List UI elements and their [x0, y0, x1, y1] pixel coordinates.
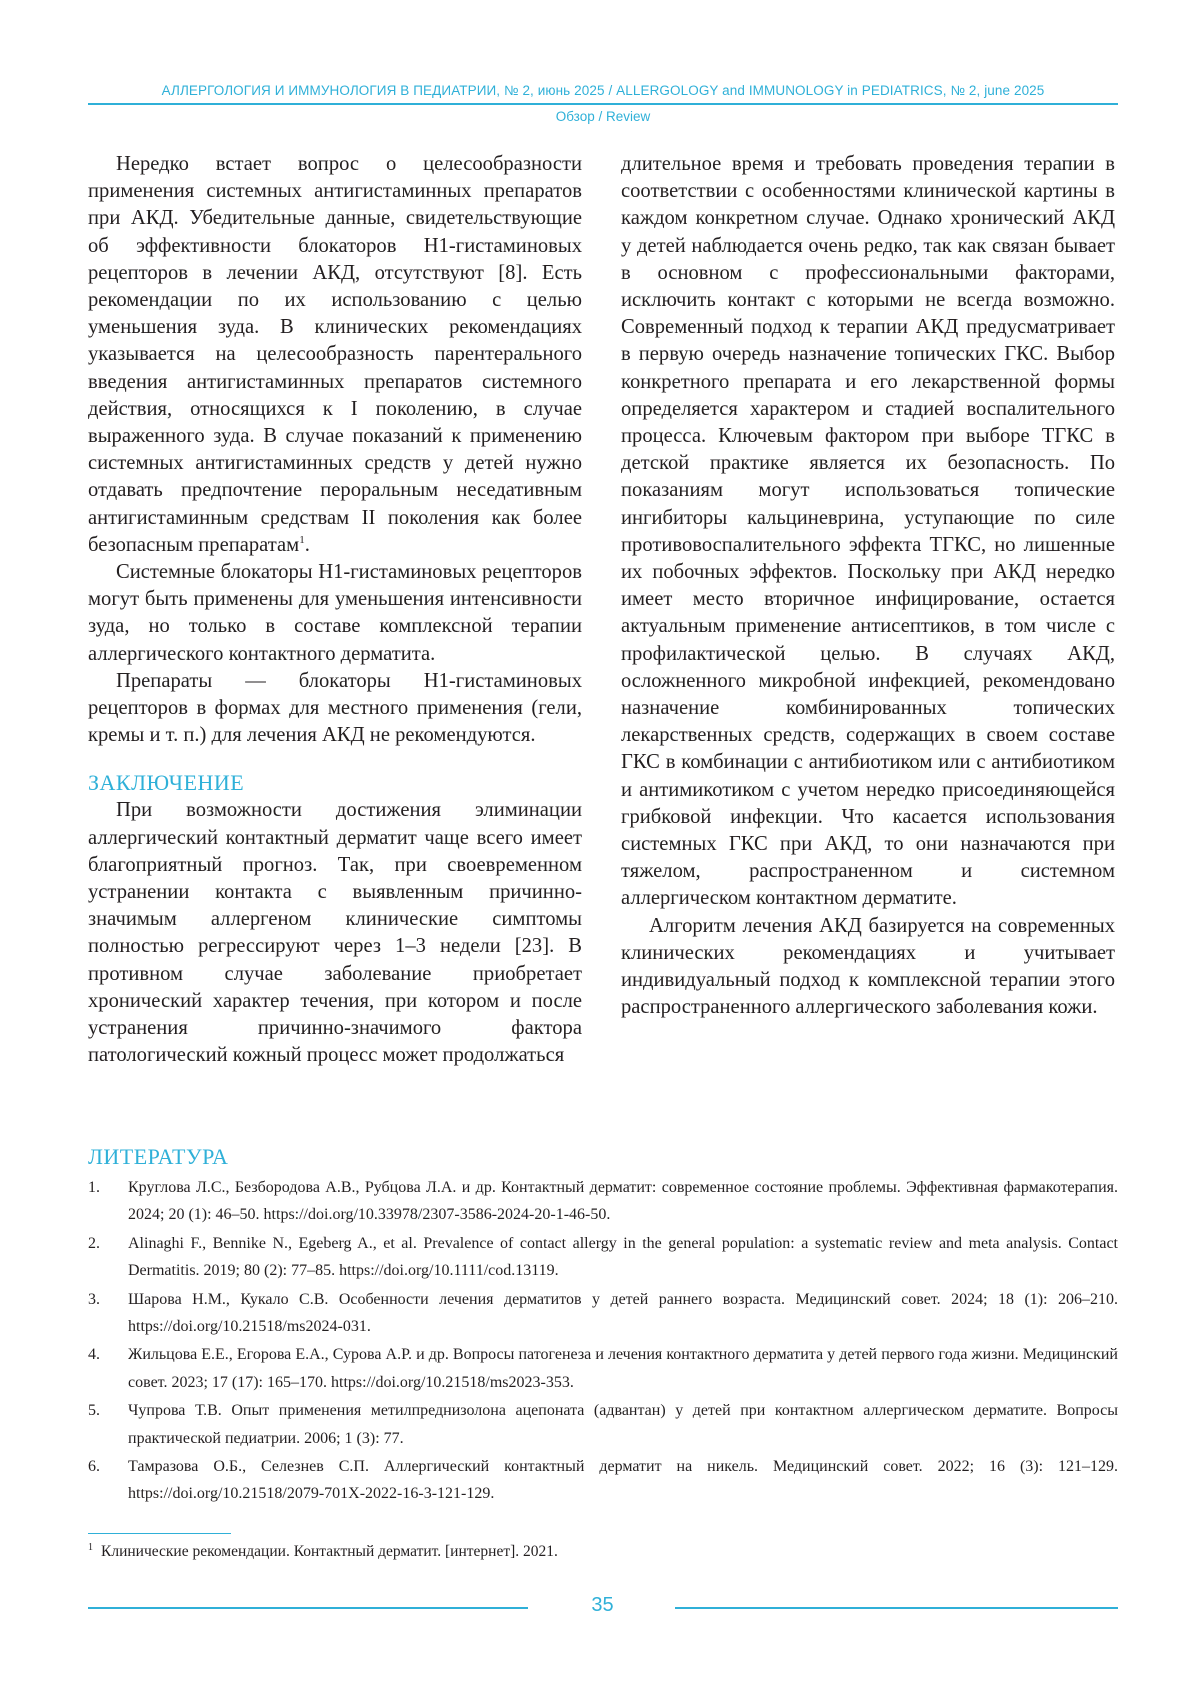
- footnote-divider: [88, 1533, 231, 1534]
- references-heading: ЛИТЕРАТУРА: [88, 1144, 229, 1169]
- paragraph-systemic-blockers: Системные блокаторы Н1-гистаминовых рецепторов могут быть применены для уменьшения интенсивности зуда, но только в составе комплексной терапии аллергического контактного дерматита.: [88, 561, 582, 665]
- paragraph-antihistamines: [88, 151, 582, 559]
- reference-item: [88, 1453, 1118, 1508]
- reference-item: [88, 1341, 1118, 1396]
- reference-item: [88, 1397, 1118, 1452]
- reference-number: 1.: [88, 1179, 100, 1196]
- reference-number: 4.: [88, 1346, 100, 1364]
- reference-item: [88, 1174, 1118, 1229]
- footnote-text: Клинические рекомендации. Контактный дерматит. [интернет]. 2021.: [101, 1543, 558, 1561]
- footer-divider-left: [88, 1607, 528, 1609]
- footnote-number: 1: [88, 1542, 93, 1553]
- header-divider: [88, 103, 1118, 105]
- reference-item: [88, 1230, 1118, 1285]
- reference-text: Шарова Н.М., Кукало С.В. Особенности лечения дерматитов у детей раннего возраста. Медицинский совет. 2024; 18 (1): 206–210. https://doi.org/10.21518/ms2024-031.: [128, 1290, 1118, 1336]
- paragraph-end-punctuation: .: [304, 533, 310, 556]
- reference-number: 2.: [88, 1234, 100, 1252]
- footnote-reference[interactable]: 1: [299, 533, 305, 546]
- paragraph-topical-blockers: Препараты — блокаторы Н1-гистаминовых рецепторов в формах для местного применения (гели, кремы и т. п.) для лечения АКД не рекомендуются.: [88, 669, 582, 747]
- footnote: [88, 1542, 558, 1561]
- section-label: Обзор / Review: [555, 109, 651, 124]
- reference-text: Alinaghi F., Bennike N., Egeberg A., et al. Prevalence of contact allergy in the general population: a systematic review and meta analysis. Contact Dermatitis. 2019; 80 (2): 77–85. https://doi.org/10.1111/cod.13119.: [128, 1234, 1118, 1280]
- reference-text: Чупрова Т.В. Опыт применения метилпреднизолона ацепоната (адвантан) у детей при контактном аллергическом дерматите. Вопросы практической педиатрии. 2006; 1 (3): 77.: [128, 1402, 1118, 1447]
- page-number: 35: [591, 1594, 614, 1616]
- paragraph-prognosis-continued: длительное время и требовать проведения терапии в соответствии с особенностями клинической картины в каждом конкретном случае. Однако хронический АКД у детей наблюдается очень редко, так как связан бывает в основном с профессиональными факторами, исключить контакт с которыми не всегда возможно. Современный подход к терапии АКД предусматривает в первую очередь назначение топических ГКС. Выбор конкретного препарата и его лекарственной формы определяется характером и стадией воспалительного процесса. Ключевым фактором при выборе ТГКС в детской практике является их безопасность. По показаниям могут использоваться топические ингибиторы кальциневрина, уступающие по силе противовоспалительного эффекта ТГКС, но лишенные их побочных эффектов. Поскольку при АКД нередко имеет место вторичное инфицирование, остается актуальным применение антисептиков, в том числе с профилактической целью. В случаях АКД, осложненного микробной инфекцией, рекомендовано назначение комбинированных топических лекарственных средств, содержащих в своем составе ГКС в комбинации с антибиотиком или с антибиотиком и антимикотиком с учетом нередко присоединяющейся грибковой инфекции. Что касается использования системных ГКС при АКД, то они назначаются при тяжелом, распространенном и системном аллергическом контактном дерматите.: [621, 153, 1115, 910]
- reference-text: Жильцова Е.Е., Егорова Е.А., Сурова А.Р. и др. Вопросы патогенеза и лечения контактного дерматита у детей первого года жизни. Медицинский совет. 2023; 17 (17): 165–170. https://doi.org/10.21518/ms2023-353.: [128, 1346, 1118, 1391]
- right-column: [621, 151, 1115, 1022]
- paragraph-algorithm: Алгоритм лечения АКД базируется на современных клинических рекомендациях и учитывает индивидуальный подход к комплексной терапии этого распространенного аллергического заболевания кожи.: [621, 914, 1115, 1019]
- reference-text: Тамразова О.Б., Селезнев С.П. Аллергический контактный дерматит на никель. Медицинский совет. 2022; 16 (3): 121–129. https://doi.org/10.21518/2079-701X-2022-16-3-121-129.: [128, 1458, 1118, 1503]
- reference-list: [88, 1174, 1118, 1509]
- left-column: [88, 151, 582, 1070]
- reference-number: 5.: [88, 1402, 100, 1420]
- journal-header: АЛЛЕРГОЛОГИЯ И ИММУНОЛОГИЯ В ПЕДИАТРИИ, № 2, июнь 2025 / ALLERGOLOGY and IMMUNOLOGY in PEDIATRICS, № 2, june 2025: [161, 83, 1045, 98]
- reference-item: [88, 1286, 1118, 1341]
- footer-divider-right: [675, 1607, 1118, 1609]
- paragraph-prognosis: При возможности достижения элиминации аллергический контактный дерматит чаще всего имеет благоприятный прогноз. Так, при своевременном устранении контакта с выявленным причинно-значимым аллергеном клинические симптомы полностью регрессируют через 1–3 недели [23]. В противном случае заболевание приобретает хронический характер течения, при котором и после устранения причинно-значимого фактора патологический кожный процесс может продолжаться: [88, 799, 582, 1067]
- reference-number: 6.: [88, 1458, 100, 1476]
- reference-number: 3.: [88, 1290, 100, 1308]
- conclusion-heading: ЗАКЛЮЧЕНИЕ: [88, 770, 245, 796]
- reference-text: Круглова Л.С., Безбородова А.В., Рубцова Л.А. и др. Контактный дерматит: современное состояние проблемы. Эффективная фармакотерапия. 2024; 20 (1): 46–50. https://doi.org/10.33978/2307-3586-2024-20-1-46-50.: [128, 1179, 1118, 1224]
- paragraph-text: Нередко встает вопрос о целесообразности применения системных антигистаминных препаратов при АКД. Убедительные данные, свидетельствующие об эффективности блокаторов Н1-гистаминовых рецепторов в лечении АКД, отсутствуют [8]. Есть рекомендации по их использованию с целью уменьшения зуда. В клинических рекомендациях указывается на целесообразность парентерального введения антигистаминных препаратов системного действия, относящихся к I поколению, в случае выраженного зуда. В случае показаний к применению системных антигистаминных средств у детей нужно отдавать предпочтение пероральным неседативным антигистаминным средствам II поколения как более безопасным препаратам: [88, 153, 582, 556]
